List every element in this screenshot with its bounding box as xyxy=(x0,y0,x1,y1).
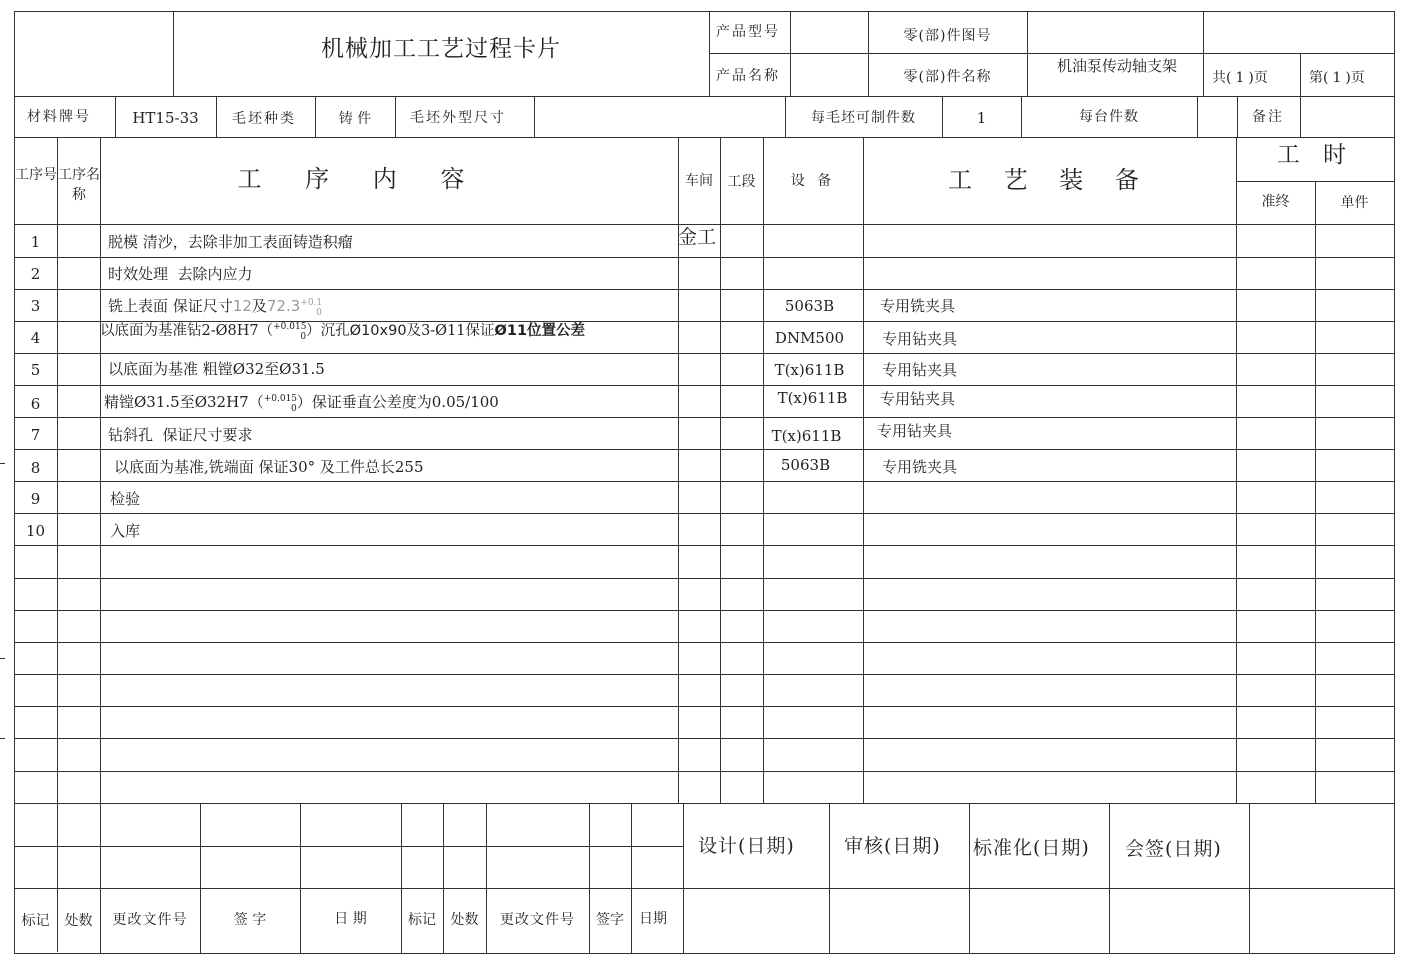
rule xyxy=(14,706,1395,707)
rule xyxy=(1315,181,1316,803)
op-3-tooling: 专用铣夹具 xyxy=(880,297,956,315)
revision-mark-label-2: 标记 xyxy=(408,912,436,928)
border-left xyxy=(14,11,15,954)
rule xyxy=(863,137,864,803)
revision-sign-label-2: 签字 xyxy=(596,912,624,928)
rule xyxy=(14,642,1395,643)
product-name-label: 产品名称 xyxy=(716,68,780,84)
total-pages-prefix: 共( xyxy=(1212,70,1232,86)
op-3-equipment: 5063B xyxy=(784,297,835,315)
rule xyxy=(1236,137,1237,803)
op-3-mid: 及 xyxy=(251,297,267,315)
op-4-number: 4 xyxy=(30,329,41,347)
standardization-date-label: 标准化(日期) xyxy=(973,837,1090,859)
op-7-number: 7 xyxy=(30,426,41,444)
op-3-number: 3 xyxy=(30,297,41,315)
margin-tick xyxy=(0,463,5,464)
op-6-content xyxy=(104,393,499,414)
op-6-number: 6 xyxy=(30,395,41,413)
rule xyxy=(100,137,101,803)
rule xyxy=(216,96,217,137)
material-grade-label: 材料牌号 xyxy=(27,109,91,125)
margin-tick xyxy=(0,738,5,739)
total-pages xyxy=(1212,69,1268,87)
revision-places-label-2: 处数 xyxy=(450,912,479,928)
rule xyxy=(14,289,1395,290)
op-4-text-b: ）沉孔 xyxy=(306,323,350,339)
rule xyxy=(300,803,301,953)
part-name-label: 零(部)件名称 xyxy=(903,69,992,85)
op-content-header: 工 序 内 容 xyxy=(237,165,483,193)
rule xyxy=(14,385,1395,386)
op-1-content: 脱模 清沙，去除非加工表面铸造积瘤 xyxy=(108,233,353,251)
op-1-number: 1 xyxy=(30,233,41,251)
rule xyxy=(1109,803,1110,953)
total-pages-value: 1 xyxy=(1235,70,1245,86)
op-8-tooling: 专用铣夹具 xyxy=(882,458,958,476)
rule xyxy=(14,610,1395,611)
op-8-number: 8 xyxy=(30,459,41,477)
blank-type-value: 铸 件 xyxy=(338,111,372,127)
border-bottom xyxy=(14,953,1395,954)
revision-mark-label: 标记 xyxy=(21,913,50,929)
rule xyxy=(589,803,590,953)
remark-label: 备注 xyxy=(1252,109,1284,125)
page-suffix: )页 xyxy=(1345,70,1365,86)
op-4-text-c: Ø10x90及 xyxy=(349,323,422,339)
blank-type-label: 毛坯种类 xyxy=(232,111,296,127)
total-pages-suffix: )页 xyxy=(1248,70,1268,86)
page-value: 1 xyxy=(1332,70,1342,86)
op-6-text-a: 精镗Ø31.5至Ø32H7（ xyxy=(104,393,264,411)
rule xyxy=(14,224,1395,225)
rule xyxy=(14,513,1395,514)
per-blank-label: 每毛坯可制件数 xyxy=(811,110,916,126)
margin-tick xyxy=(0,658,5,659)
rule xyxy=(14,449,1395,450)
op-8-equipment: 5063B xyxy=(780,456,831,474)
op-4-tol-lower: 0 xyxy=(300,332,307,342)
op-4-content xyxy=(100,322,585,342)
page-prefix: 第( xyxy=(1309,70,1329,86)
revision-date-label: 日 期 xyxy=(334,911,367,927)
setup-time-header: 准终 xyxy=(1261,194,1290,210)
rule xyxy=(14,417,1395,418)
part-name-value: 机油泵传动轴支架 xyxy=(1056,57,1177,75)
op-9-number: 9 xyxy=(30,490,41,508)
rule xyxy=(1249,803,1250,953)
part-number-label: 零(部)件图号 xyxy=(903,28,992,44)
rule xyxy=(395,96,396,137)
op-6-tooling: 专用钻夹具 xyxy=(880,390,956,408)
rule xyxy=(631,803,632,953)
op-6-tol-lower: 0 xyxy=(291,404,297,414)
rule xyxy=(14,353,1395,354)
countersign-date-label: 会签(日期) xyxy=(1125,838,1222,860)
rule xyxy=(14,888,1395,889)
op-10-content: 入库 xyxy=(110,522,141,540)
op-2-number: 2 xyxy=(30,265,41,283)
rule xyxy=(14,481,1395,482)
rule xyxy=(200,803,201,953)
rule xyxy=(1237,96,1238,137)
rule xyxy=(14,674,1395,675)
op-4-text-d: 3-Ø11保证 xyxy=(421,323,495,339)
rule xyxy=(14,137,1395,138)
rule xyxy=(486,803,487,953)
rule xyxy=(829,803,830,953)
revision-doc-label-2: 更改文件号 xyxy=(500,912,575,928)
rule xyxy=(14,771,1395,772)
hours-header: 工 时 xyxy=(1276,142,1355,168)
rule xyxy=(14,803,1395,804)
rule xyxy=(720,137,721,803)
material-grade-value: HT15-33 xyxy=(132,109,199,127)
rule xyxy=(14,578,1395,579)
workshop-header: 车间 xyxy=(685,173,713,189)
revision-date-label-2: 日期 xyxy=(639,911,667,927)
op-10-number: 10 xyxy=(25,522,46,540)
op-8-content: 以底面为基准,铣端面 保证30° 及工件总长255 xyxy=(114,458,424,476)
op-5-number: 5 xyxy=(30,361,41,379)
rule xyxy=(1197,96,1198,137)
op-5-tooling: 专用钻夹具 xyxy=(882,361,958,379)
design-date-label: 设计(日期) xyxy=(698,835,795,857)
op-3-tol-upper: +0.1 xyxy=(300,298,323,308)
card-title: 机械加工工艺过程卡片 xyxy=(321,36,561,62)
rule xyxy=(683,803,684,953)
rule xyxy=(443,803,444,953)
op-6-tol-upper: +0.015 xyxy=(263,394,298,404)
op-4-tooling: 专用钻夹具 xyxy=(882,330,958,348)
review-date-label: 审核(日期) xyxy=(844,835,941,857)
equipment-header: 设 备 xyxy=(790,173,836,189)
op-4-text-a: 以底面为基准钻2-Ø8H7（ xyxy=(100,323,274,339)
rule xyxy=(401,803,402,953)
blank-size-label: 毛坯外型尺寸 xyxy=(410,110,506,126)
tooling-header: 工 艺 装 备 xyxy=(948,166,1151,194)
border-top xyxy=(14,11,1395,12)
op-9-content: 检验 xyxy=(110,490,141,508)
op-2-content: 时效处理 去除内应力 xyxy=(108,265,253,283)
rule xyxy=(1300,96,1301,137)
rule xyxy=(100,803,101,953)
per-unit-label: 每台件数 xyxy=(1079,109,1139,125)
op-3-content xyxy=(108,297,322,318)
op-4-equipment: DNM500 xyxy=(774,329,845,347)
rule xyxy=(14,738,1395,739)
op-3-text: 铣上表面 保证尺寸 xyxy=(108,297,233,315)
op-6-text-b: ）保证垂直公差度为0.05/100 xyxy=(296,393,499,411)
rule xyxy=(709,53,1395,54)
op-number-header: 工序号 xyxy=(15,167,57,183)
op-3-tol-lower: 0 xyxy=(316,308,322,318)
rule xyxy=(534,96,535,137)
op-5-equipment: T(x)611B xyxy=(774,361,845,379)
revision-places-label: 处数 xyxy=(64,913,93,929)
revision-sign-label: 签 字 xyxy=(233,912,267,928)
revision-doc-label: 更改文件号 xyxy=(112,912,188,928)
op-name-header: 工序名称 xyxy=(58,167,100,203)
rule xyxy=(969,803,970,953)
rule xyxy=(14,545,1395,546)
op-5-content: 以底面为基准 粗镗Ø32至Ø31.5 xyxy=(108,360,325,378)
op-6-equipment: T(x)611B xyxy=(777,389,848,407)
per-blank-value: 1 xyxy=(976,109,987,127)
rule xyxy=(14,846,683,847)
unit-time-header: 单件 xyxy=(1340,195,1369,211)
product-model-label: 产品型号 xyxy=(716,24,780,40)
op-7-equipment: T(x)611B xyxy=(771,427,842,445)
rule xyxy=(1300,54,1301,96)
section-header: 工段 xyxy=(727,174,756,190)
rule xyxy=(1236,181,1395,182)
op-7-tooling: 专用钻夹具 xyxy=(877,422,953,440)
op-4-tol-upper: +0.015 xyxy=(273,322,307,332)
op-3-dim-12: 12 xyxy=(232,297,252,315)
rule xyxy=(14,96,1395,97)
rule xyxy=(14,257,1395,258)
page-number xyxy=(1309,69,1365,87)
op-7-content: 钻斜孔 保证尺寸要求 xyxy=(108,426,253,444)
op-3-dim-72-3: 72.3 xyxy=(266,297,301,315)
op-1-workshop: 金工 xyxy=(678,226,717,248)
op-4-text-e: Ø11位置公差 xyxy=(494,323,586,339)
